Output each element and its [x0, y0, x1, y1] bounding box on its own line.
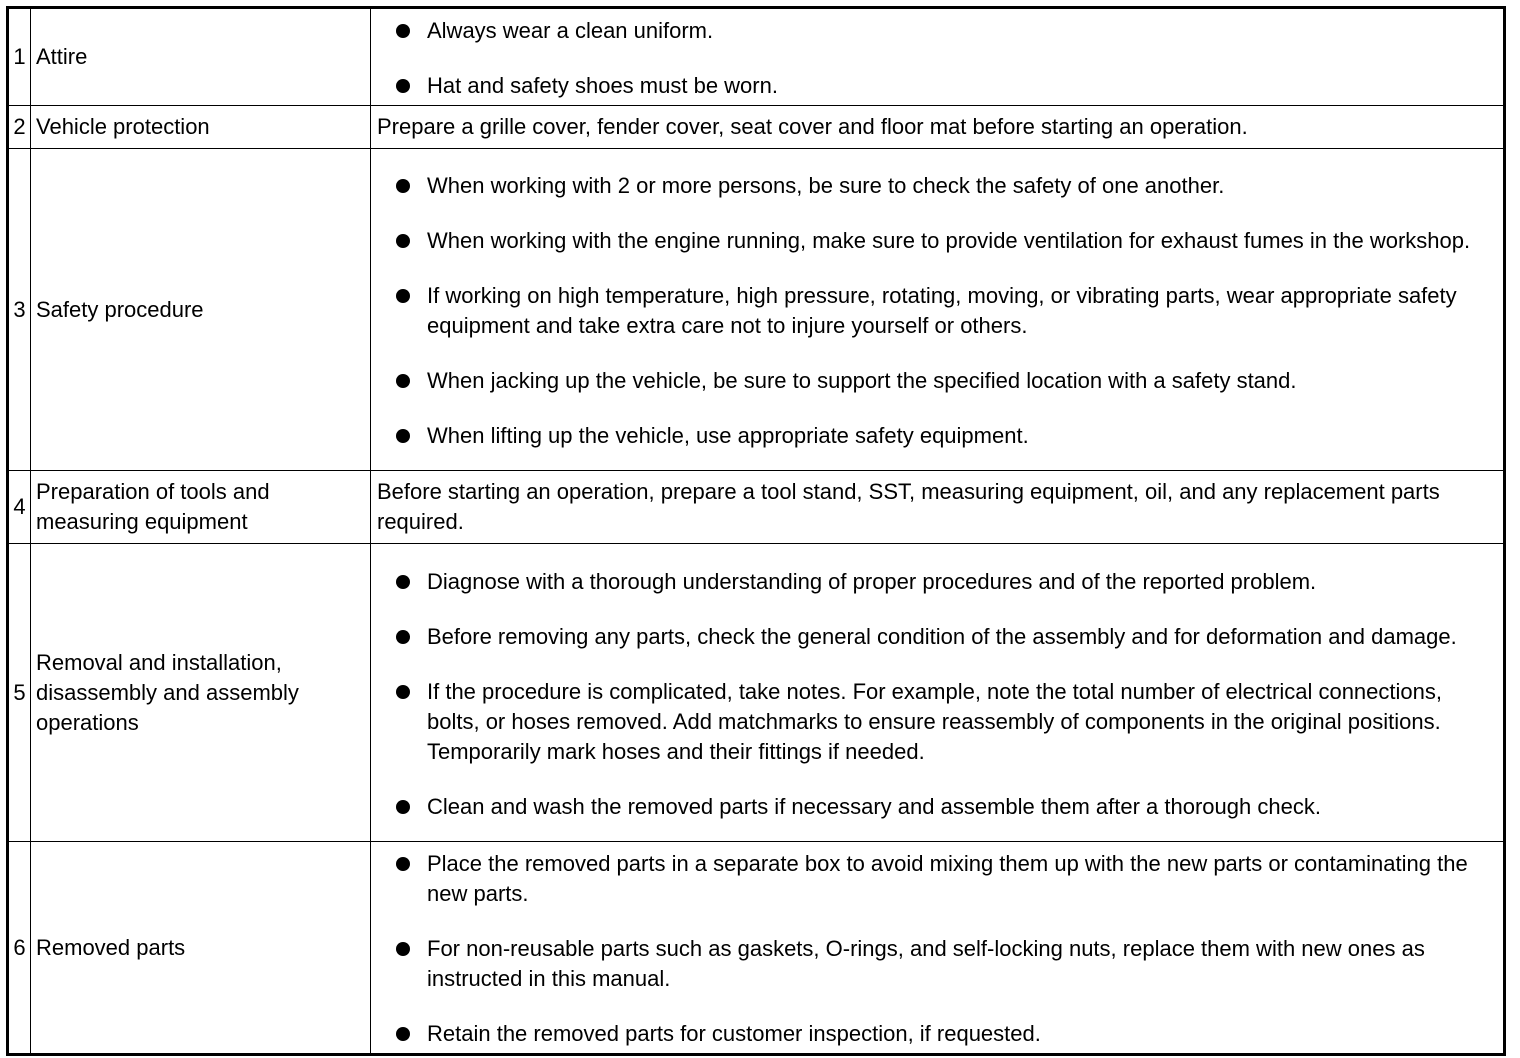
list-item-text: Retain the removed parts for customer inspection, if requested.	[427, 1021, 1041, 1046]
list-item	[427, 934, 1495, 994]
row-item: Removal and installation, disassembly and assembly operations	[31, 544, 371, 842]
bullet-icon	[396, 575, 410, 589]
list-item-text: Diagnose with a thorough understanding of proper procedures and of the reported problem.	[427, 568, 1317, 594]
bullet-list	[377, 842, 1495, 1053]
row-description: Prepare a grille cover, fender cover, seat cover and floor mat before starting an operation.	[371, 106, 1505, 149]
row-number: 2	[8, 106, 31, 149]
list-item	[427, 1019, 1495, 1049]
table-row	[8, 149, 1505, 471]
list-item-text: If the procedure is complicated, take notes. For example, note the total number of electrical connections, bolts, or hoses removed. Add matchmarks to ensure reassembly of components in the original positions. Temporarily mark hoses and their fittings if needed.	[427, 678, 1442, 764]
list-item	[427, 622, 1495, 652]
bullet-icon	[396, 234, 410, 248]
bullet-list	[377, 9, 1495, 105]
row-item: Safety procedure	[31, 149, 371, 471]
table-row	[8, 8, 1505, 106]
list-item-text: Always wear a clean uniform.	[427, 18, 714, 43]
bullet-icon	[396, 429, 410, 443]
list-item-text: When lifting up the vehicle, use appropriate safety equipment.	[427, 423, 1029, 448]
precautions-table	[6, 6, 1506, 1056]
list-item	[427, 421, 1495, 451]
bullet-icon	[396, 630, 410, 644]
bullet-icon	[396, 24, 410, 38]
list-item	[427, 792, 1495, 822]
list-item-text: Place the removed parts in a separate box to avoid mixing them up with the new parts or contaminating the new parts.	[427, 851, 1468, 906]
bullet-icon	[396, 685, 410, 699]
list-item	[427, 567, 1495, 597]
bullet-icon	[396, 800, 410, 814]
list-item-text: When working with the engine running, make sure to provide ventilation for exhaust fumes in the workshop.	[427, 228, 1471, 253]
bullet-icon	[396, 942, 410, 956]
row-description	[371, 149, 1505, 471]
table-row	[8, 106, 1505, 149]
list-item-text: Hat and safety shoes must be worn.	[427, 73, 778, 98]
row-number: 5	[8, 544, 31, 842]
list-item	[427, 171, 1495, 201]
list-item	[427, 366, 1495, 396]
bullet-icon	[396, 79, 410, 93]
row-number: 4	[8, 471, 31, 544]
bullet-list	[377, 164, 1495, 455]
row-number: 6	[8, 842, 31, 1055]
list-item	[427, 16, 1495, 46]
table-row	[8, 544, 1505, 842]
bullet-icon	[396, 179, 410, 193]
list-item-text: Before removing any parts, check the general condition of the assembly and for deformation and damage.	[427, 623, 1457, 649]
table-row	[8, 471, 1505, 544]
list-item-text: For non-reusable parts such as gaskets, O-rings, and self-locking nuts, replace them with new ones as instructed in this manual.	[427, 936, 1425, 991]
list-item-text: Clean and wash the removed parts if necessary and assemble them after a thorough check.	[427, 793, 1321, 819]
row-description	[371, 544, 1505, 842]
bullet-icon	[396, 857, 410, 871]
list-item	[427, 71, 1495, 101]
bullet-icon	[396, 289, 410, 303]
list-item	[427, 849, 1495, 909]
bullet-icon	[396, 1027, 410, 1041]
row-item: Preparation of tools and measuring equipment	[31, 471, 371, 544]
bullet-icon	[396, 374, 410, 388]
table-row	[8, 842, 1505, 1055]
list-item-text: When jacking up the vehicle, be sure to support the specified location with a safety stand.	[427, 368, 1297, 393]
row-description	[371, 842, 1505, 1055]
list-item-text: When working with 2 or more persons, be sure to check the safety of one another.	[427, 173, 1225, 198]
row-item: Removed parts	[31, 842, 371, 1055]
list-item-text: If working on high temperature, high pressure, rotating, moving, or vibrating parts, wear appropriate safety equipment and take extra care not to injure yourself or others.	[427, 283, 1457, 338]
row-description: Before starting an operation, prepare a tool stand, SST, measuring equipment, oil, and any replacement parts required.	[371, 471, 1505, 544]
row-item: Attire	[31, 8, 371, 106]
list-item	[427, 226, 1495, 256]
row-number: 1	[8, 8, 31, 106]
bullet-list	[377, 560, 1495, 826]
list-item	[427, 677, 1495, 767]
row-description	[371, 8, 1505, 106]
list-item	[427, 281, 1495, 341]
row-item: Vehicle protection	[31, 106, 371, 149]
row-number: 3	[8, 149, 31, 471]
